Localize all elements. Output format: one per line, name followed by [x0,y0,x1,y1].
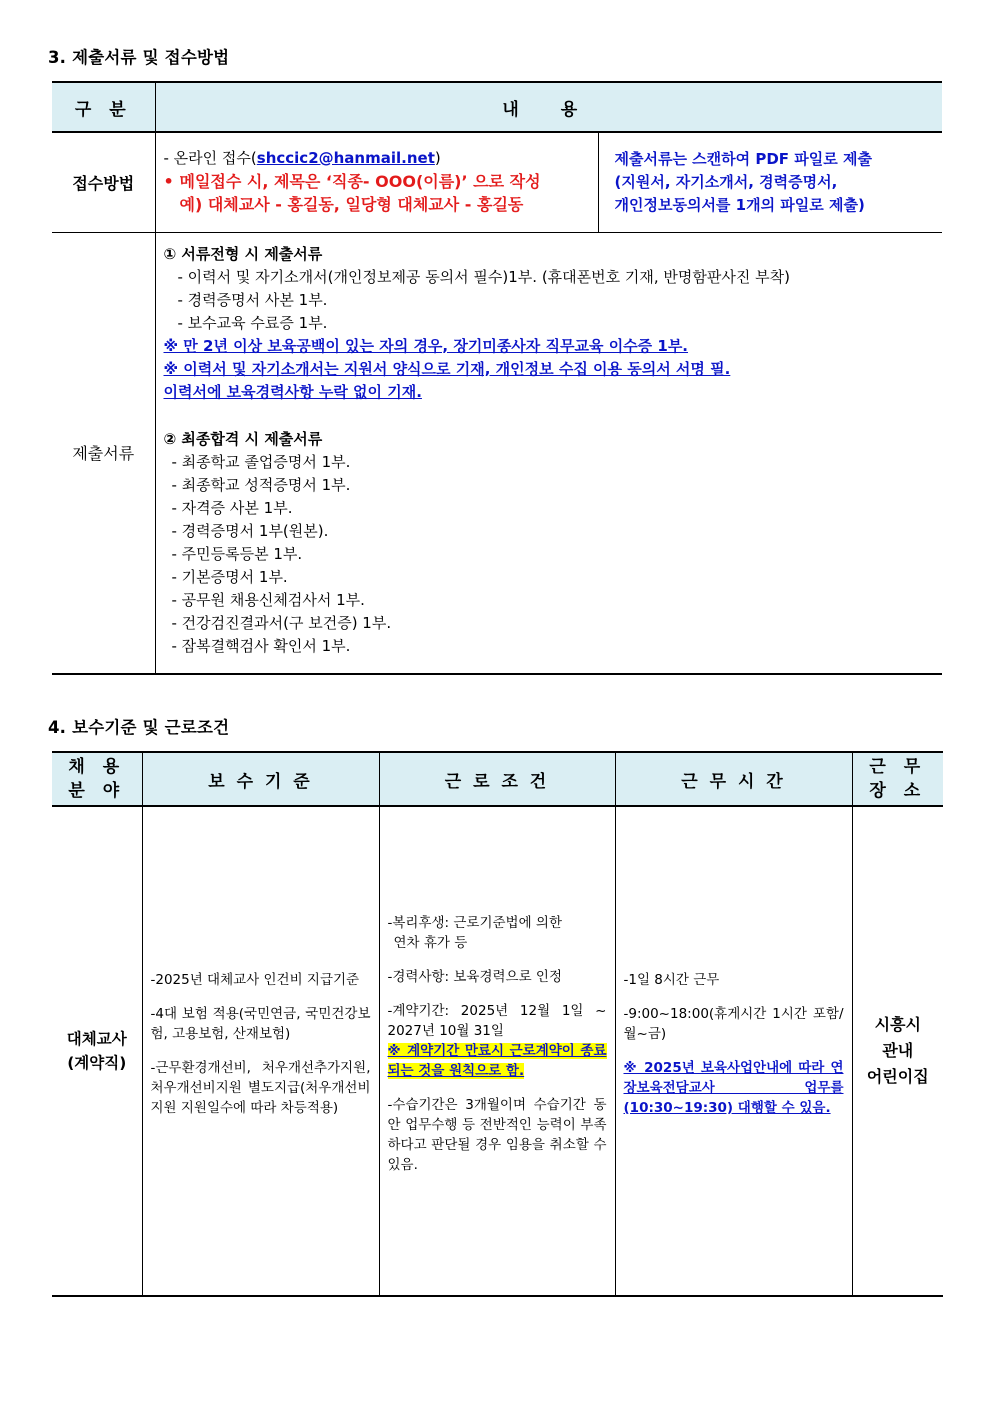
submission-table [52,81,942,675]
mail-example: 예) 대체교사 - 홍길동, 일당형 대체교사 - 홍길동 [179,194,524,214]
list-item: - 보수교육 수료증 1부. [177,313,328,332]
header-conditions: 근 로 조 건 [379,752,615,806]
pay-cell: -2025년 대체교사 인건비 지급기준 -4대 보험 적용(국민연금, 국민건강보험, 고용보험, 산재보험) -근무환경개선비, 처우개선추가지원, 처우개선비지원 별도지급(처우개선비지원 지원일수에 따라 차등적용) [142,806,379,1296]
reception-label: 접수방법 [52,132,155,232]
note-2: ※ 이력서 및 자기소개서는 지원서 양식으로 기재, 개인정보 수집 이용 동의서 서명 필. [163,359,731,378]
list-item: - 경력증명서 사본 1부. [177,290,328,309]
email-link[interactable]: shccic2@hanmail.net [256,148,435,167]
header-place: 근 무 장 소 [852,752,943,806]
list-item: - 주민등록등본 1부. [171,544,303,563]
header-category: 구 분 [52,82,155,132]
file-note: 제출서류는 스캔하여 PDF 파일로 제출 (지원서, 자기소개서, 경력증명서, 개인정보동의서를 1개의 파일로 제출) [598,132,942,232]
list-item: - 이력서 및 자기소개서(개인정보제공 동의서 필수)1부. (휴대폰번호 기재, 반명함판사진 부착) [177,267,790,286]
online-reception: - 온라인 접수(shccic2@hanmail.net) [163,148,441,167]
documents-label: 제출서류 [52,232,155,674]
section4-title: 4. 보수기준 및 근로조건 [48,718,230,737]
note-3: 이력서에 보육경력사항 누락 없이 기재. [163,382,422,401]
section3-title: 3. 제출서류 및 접수방법 [48,48,230,67]
header-field: 채 용 분 야 [52,752,142,806]
list-item: - 경력증명서 1부(원본). [171,521,329,540]
field-cell: 대체교사 (계약직) [52,806,142,1296]
contract-note: ※ 계약기간 만료시 근로계약이 종료되는 것을 원칙으로 함. [387,1043,607,1079]
list-item: - 자격증 사본 1부. [171,498,293,517]
header-hours: 근 무 시 간 [615,752,852,806]
hours-note: ※ 2025년 보육사업안내에 따라 연장보육전담교사 업무를 (10:30~19:30) 대행할 수 있음. [623,1060,844,1116]
group2-title: ② 최종합격 시 제출서류 [163,429,323,448]
conditions-cell: -복리후생: 근로기준법에 의한 연차 휴가 등 -경력사항: 보육경력으로 인정 -계약기간: 2025년 12월 1일 ~ 2027년 10월 31일 ※ 계약기간 만료시 근로계약이 종료되는 것을 원칙으로 함. -수습기간은 3개월이며 수습기간 동안 업무수행 등 전반적인 능력이 부족하다고 판단될 경우 임용을 취소할 수 있음. [379,806,615,1296]
header-pay: 보 수 기 준 [142,752,379,806]
documents-content [155,232,942,674]
mail-rule: • 메일접수 시, 제목은 ‘직종- OOO(이름)’ 으로 작성 [163,171,541,191]
conditions-table [52,751,943,1297]
reception-details [155,132,598,232]
place-cell: 시흥시 관내 어린이집 [852,806,943,1296]
list-item: - 최종학교 졸업증명서 1부. [171,452,351,471]
list-item: - 잠복결핵검사 확인서 1부. [171,636,351,655]
list-item: - 공무원 채용신체검사서 1부. [171,590,365,609]
list-item: - 기본증명서 1부. [171,567,288,586]
list-item: - 건강검진결과서(구 보건증) 1부. [171,613,392,632]
hours-cell: -1일 8시간 근무 -9:00~18:00(휴게시간 1시간 포함/월~금) ※ 2025년 보육사업안내에 따라 연장보육전담교사 업무를 (10:30~19:30) 대행할 수 있음. [615,806,852,1296]
note-1: ※ 만 2년 이상 보육공백이 있는 자의 경우, 장기미종사자 직무교육 이수증 1부. [163,336,689,355]
header-content: 내 용 [155,82,942,132]
group1-title: ① 서류전형 시 제출서류 [163,244,323,263]
list-item: - 최종학교 성적증명서 1부. [171,475,351,494]
